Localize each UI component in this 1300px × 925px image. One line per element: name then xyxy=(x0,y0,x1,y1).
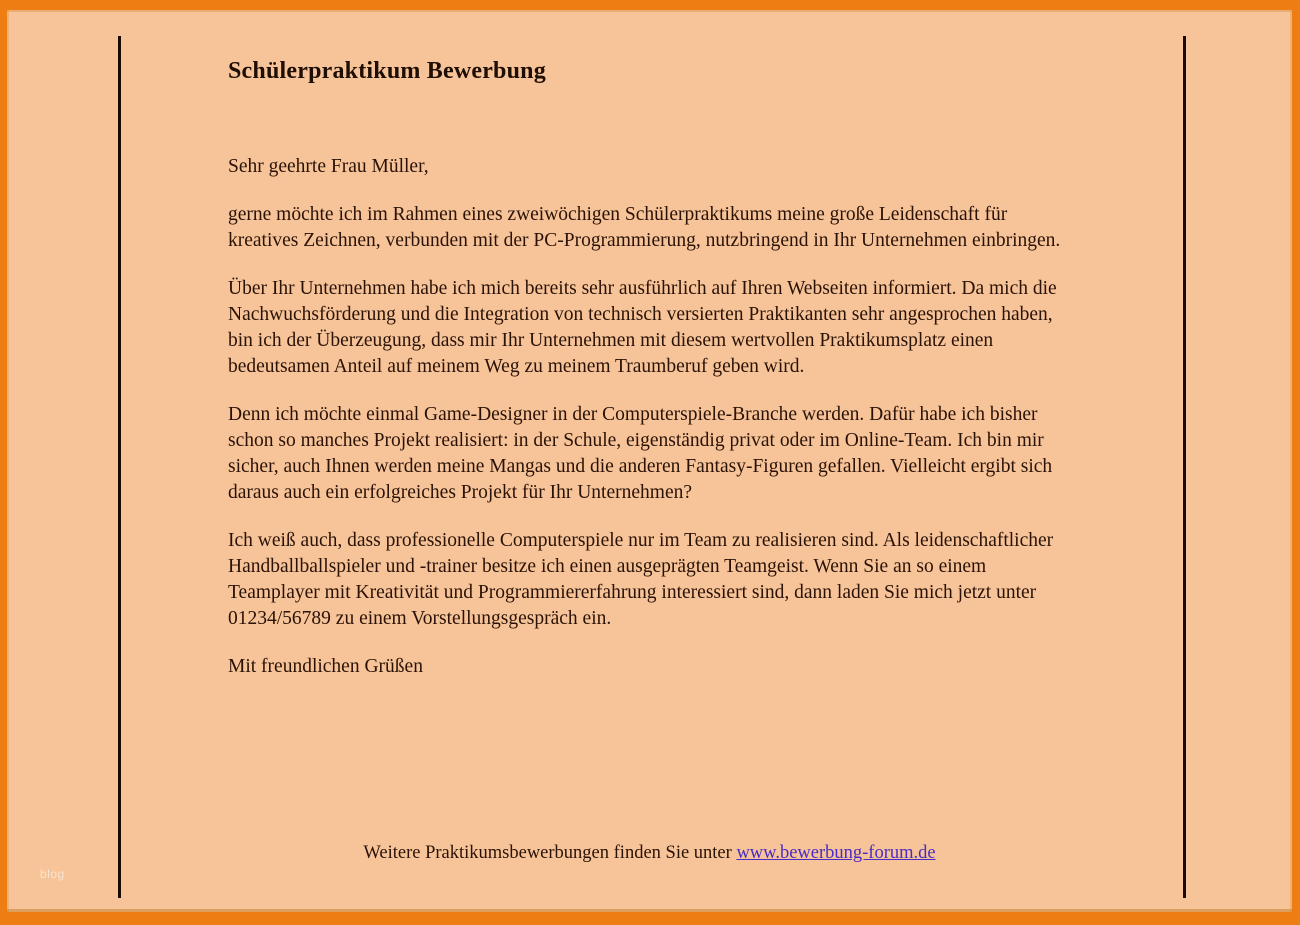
paragraph-company: Über Ihr Unternehmen habe ich mich bereits sehr ausführlich auf Ihren Webseiten informiert. Da mich die Nachwuchsförderung und die Integration von technisch versierten Praktikanten sehr angesprochen haben, bin ich der Überzeugung, dass mir Ihr Unternehmen mit diesem wertvollen Praktikumsplatz einen bedeutsamen Anteil auf meinem Weg zu meinem Traumberuf geben wird. xyxy=(228,278,1057,377)
letter-page xyxy=(7,10,1292,912)
page-title: Schülerpraktikum Bewerbung xyxy=(228,58,546,84)
paragraph-intro: gerne möchte ich im Rahmen eines zweiwöchigen Schülerpraktikums meine große Leidenschaft für kreatives Zeichnen, verbunden mit der PC-Programmierung, nutzbringend in Ihr Unternehmen einbringen. xyxy=(228,204,1061,251)
salutation: Sehr geehrte Frau Müller, xyxy=(228,156,429,177)
footer-note xyxy=(7,841,1292,865)
paragraph-career-goal: Denn ich möchte einmal Game-Designer in der Computerspiele-Branche werden. Dafür habe ich bisher schon so manches Projekt realisiert: in der Schule, eigenständig privat oder im Online-Team. Ich bin mir sicher, auch Ihnen werden meine Mangas und die anderen Fantasy-Figuren gefallen. Vielleicht ergibt sich daraus auch ein erfolgreiches Projekt für Ihr Unternehmen? xyxy=(228,404,1053,503)
letter-body xyxy=(228,56,1080,702)
left-margin-line xyxy=(118,36,121,898)
paragraph-teamwork: Ich weiß auch, dass professionelle Computerspiele nur im Team zu realisieren sind. Als leidenschaftlicher Handballballspieler und -trainer besitze ich einen ausgeprägten Teamgeist. Wenn Sie an so einem Teamplayer mit Kreativität und Programmiererfahrung interessiert sind, dann laden Sie mich jetzt unter 01234/56789 zu einem Vorstellungsgespräch ein. xyxy=(228,530,1054,629)
right-margin-line xyxy=(1183,36,1186,898)
blog-watermark: blog xyxy=(40,867,65,881)
footer-link[interactable]: www.bewerbung-forum.de xyxy=(736,843,936,863)
closing: Mit freundlichen Grüßen xyxy=(228,656,423,677)
footer-text: Weitere Praktikumsbewerbungen finden Sie unter xyxy=(363,843,737,863)
